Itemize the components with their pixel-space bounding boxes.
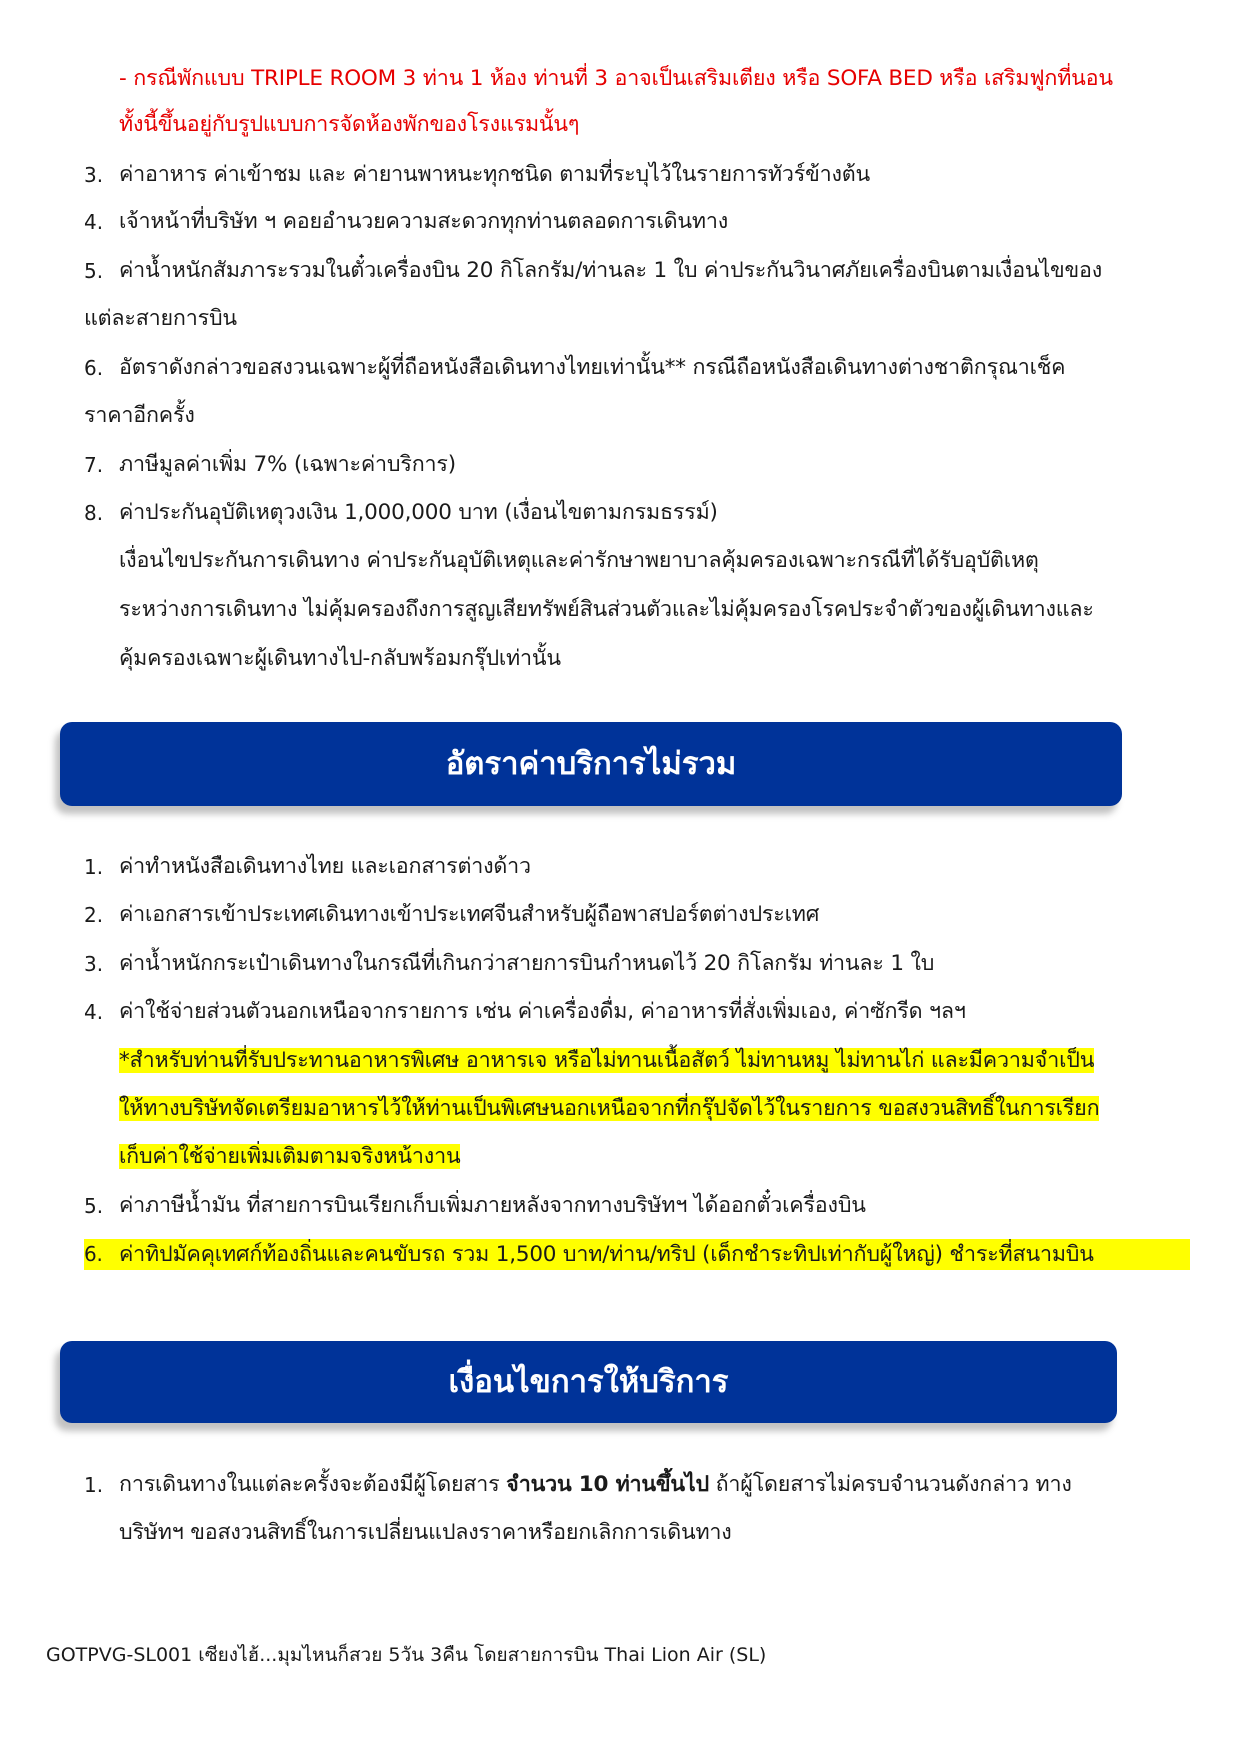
list-item: ภาษีมูลค่าเพิ่ม 7% (เฉพาะค่าบริการ) [119, 452, 456, 477]
list-item-highlighted [84, 1239, 1190, 1270]
list-number: 4. [84, 210, 104, 234]
section-title: อัตราค่าบริการไม่รวม [445, 746, 737, 782]
list-item [119, 1470, 1072, 1500]
special-food-note-line [119, 1094, 1099, 1124]
section-header-conditions [60, 1341, 1117, 1423]
highlighted-text: เก็บค่าใช้จ่ายเพิ่มเติมตามจริงหน้างาน [119, 1144, 461, 1169]
list-number: 4. [84, 1000, 104, 1024]
list-item-continuation: ราคาอีกครั้ง [84, 403, 195, 428]
condition-bold: จำนวน 10 ท่านขึ้นไป [506, 1472, 709, 1497]
highlighted-text: *สำหรับท่านที่รับประทานอาหารพิเศษ อาหารเจ หรือไม่ทานเนื้อสัตว์ ไม่ทานหมู ไม่ทานไก่ และมีความจำเป็น [119, 1048, 1095, 1073]
triple-room-note-line1: - กรณีพักแบบ TRIPLE ROOM 3 ท่าน 1 ห้อง ท่านที่ 3 อาจเป็นเสริมเตียง หรือ SOFA BED หรือ เสริมฟูกที่นอน [119, 66, 1113, 91]
condition-text: การเดินทางในแต่ละครั้งจะต้องมีผู้โดยสาร [119, 1472, 507, 1497]
list-item: ค่าน้ำหนักกระเป๋าเดินทางในกรณีที่เกินกว่าสายการบินกำหนดไว้ 20 กิโลกรัม ท่านละ 1 ใบ [119, 951, 935, 976]
highlighted-text: ให้ทางบริษัทจัดเตรียมอาหารไว้ให้ท่านเป็นพิเศษนอกเหนือจากที่กรุ๊ปจัดไว้ในรายการ ขอสงวนสิทธิ์ในการเรียก [119, 1096, 1100, 1121]
insurance-note-line: คุ้มครองเฉพาะผู้เดินทางไป-กลับพร้อมกรุ๊ปเท่านั้น [119, 646, 561, 671]
list-item-continuation: แต่ละสายการบิน [84, 306, 237, 331]
list-number: 5. [84, 259, 104, 283]
list-number: 1. [84, 1473, 104, 1497]
list-item: ค่าภาษีน้ำมัน ที่สายการบินเรียกเก็บเพิ่มภายหลังจากทางบริษัทฯ ได้ออกตั๋วเครื่องบิน [119, 1193, 866, 1218]
condition-text: ถ้าผู้โดยสารไม่ครบจำนวนดังกล่าว ทาง [708, 1472, 1072, 1497]
list-number: 3. [84, 163, 104, 187]
list-item-text: ค่าทิปมัคคุเทศก์ท้องถิ่นและคนขับรถ รวม 1,500 บาท/ท่าน/ทริป (เด็กชำระทิปเท่ากับผู้ใหญ่) ชำระที่สนามบิน [119, 1242, 1094, 1267]
special-food-note-line [119, 1142, 460, 1172]
list-item: ค่าทำหนังสือเดินทางไทย และเอกสารต่างด้าว [119, 854, 531, 879]
special-food-note-line [119, 1046, 1094, 1076]
list-number: 1. [84, 855, 104, 879]
list-number: 6. [84, 356, 104, 380]
list-number: 2. [84, 903, 104, 927]
list-number: 3. [84, 952, 104, 976]
list-item: อัตราดังกล่าวขอสงวนเฉพาะผู้ที่ถือหนังสือเดินทางไทยเท่านั้น** กรณีถือหนังสือเดินทางต่างชาติกรุณาเช็ค [119, 355, 1066, 380]
list-item: ค่าเอกสารเข้าประเทศเดินทางเข้าประเทศจีนสำหรับผู้ถือพาสปอร์ตต่างประเทศ [119, 902, 820, 927]
list-item: ค่าประกันอุบัติเหตุวงเงิน 1,000,000 บาท (เงื่อนไขตามกรมธรรม์) [119, 500, 718, 525]
list-item-continuation: บริษัทฯ ขอสงวนสิทธิ์ในการเปลี่ยนแปลงราคาหรือยกเลิกการเดินทาง [119, 1520, 732, 1545]
page-footer: GOTPVG-SL001 เซียงไฮ้...มุมไหนก็สวย 5วัน 3คืน โดยสายการบิน Thai Lion Air (SL) [46, 1644, 767, 1666]
section-header-excluded [60, 722, 1122, 806]
triple-room-note-line2: ทั้งนี้ขึ้นอยู่กับรูปแบบการจัดห้องพักของโรงแรมนั้นๆ [119, 112, 580, 137]
list-item: ค่าน้ำหนักสัมภาระรวมในตั๋วเครื่องบิน 20 กิโลกรัม/ท่านละ 1 ใบ ค่าประกันวินาศภัยเครื่องบินตามเงื่อนไขของ [119, 258, 1103, 283]
list-number: 8. [84, 501, 104, 525]
list-number: 6. [84, 1242, 103, 1266]
insurance-note-line: ระหว่างการเดินทาง ไม่คุ้มครองถึงการสูญเสียทรัพย์สินส่วนตัวและไม่คุ้มครองโรคประจำตัวของผู้เดินทางและ [119, 597, 1094, 622]
list-item: เจ้าหน้าที่บริษัท ฯ คอยอำนวยความสะดวกทุกท่านตลอดการเดินทาง [119, 209, 729, 234]
section-title: เงื่อนไขการให้บริการ [448, 1364, 729, 1400]
list-item: ค่าอาหาร ค่าเข้าชม และ ค่ายานพาหนะทุกชนิด ตามที่ระบุไว้ในรายการทัวร์ข้างต้น [119, 162, 870, 187]
list-number: 7. [84, 453, 104, 477]
list-item: ค่าใช้จ่ายส่วนตัวนอกเหนือจากรายการ เช่น ค่าเครื่องดื่ม, ค่าอาหารที่สั่งเพิ่มเอง, ค่าซักรีด ฯลฯ [119, 999, 966, 1024]
insurance-note-line: เงื่อนไขประกันการเดินทาง ค่าประกันอุบัติเหตุและค่ารักษาพยาบาลคุ้มครองเฉพาะกรณีที่ได้รับอุบัติเหตุ [119, 548, 1039, 573]
list-number: 5. [84, 1194, 104, 1218]
